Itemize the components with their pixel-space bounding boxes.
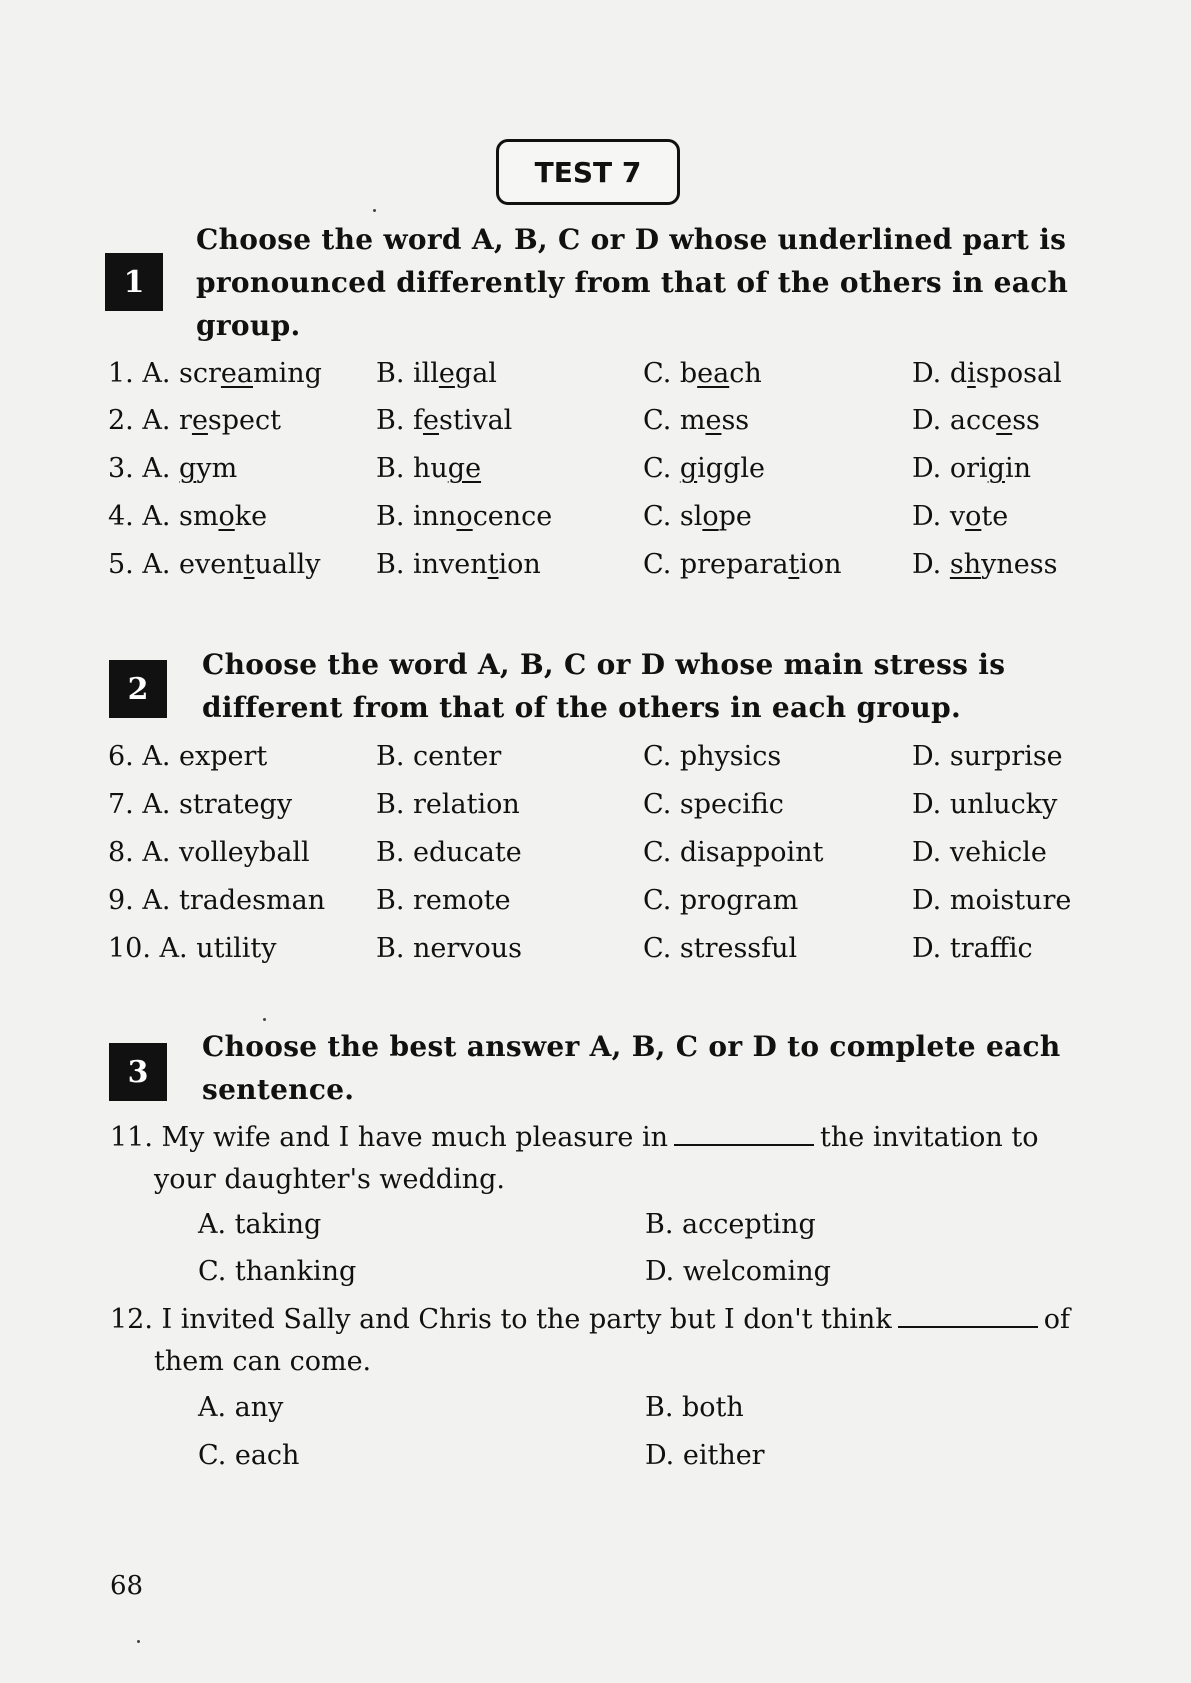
option-a: 9. A. tradesman — [108, 885, 326, 916]
option-a: 3. A. gym — [108, 453, 238, 484]
option-c: C. specific — [643, 789, 784, 820]
underlined-part: g — [179, 453, 197, 484]
question-number: 1. — [108, 358, 134, 389]
question-number: 6. — [108, 741, 134, 772]
question-number: 7. — [108, 789, 134, 820]
question-text: 11. My wife and I have much pleasure in — [110, 1122, 669, 1153]
underlined-part: e — [423, 405, 439, 436]
instruction-line: group. — [196, 309, 301, 342]
instruction-line: different from that of the others in each group. — [202, 691, 961, 724]
underlined-part: t — [788, 549, 800, 580]
option-d: D. vote — [912, 501, 1009, 532]
question-row — [108, 545, 1128, 585]
instruction-line: sentence. — [202, 1073, 355, 1106]
question-text-continued: them can come. — [154, 1346, 372, 1377]
option-c: C. stressful — [643, 933, 798, 964]
question-row — [108, 833, 1128, 873]
option-a: 6. A. expert — [108, 741, 268, 772]
underlined-part: t — [243, 549, 255, 580]
option-d: D. welcoming — [645, 1256, 831, 1287]
answer-blank — [898, 1304, 1038, 1328]
question-row — [108, 929, 1128, 969]
question-row — [108, 785, 1128, 825]
option-d: D. shyness — [912, 549, 1058, 580]
underlined-part: e — [996, 405, 1013, 436]
speck — [373, 209, 376, 212]
section-3-badge: 3 — [109, 1043, 167, 1101]
underlined-part: g — [987, 453, 1005, 484]
option-b: B. innocence — [376, 501, 553, 532]
section-1-badge: 1 — [105, 253, 163, 311]
test-title: TEST 7 — [496, 139, 680, 205]
option-a: 4. A. smoke — [108, 501, 268, 532]
page-number: 68 — [110, 1571, 144, 1601]
question-12 — [110, 1299, 1110, 1383]
option-b: B. invention — [376, 549, 541, 580]
option-a: 2. A. respect — [108, 405, 282, 436]
question-11 — [110, 1117, 1110, 1201]
option-c: C. each — [198, 1440, 300, 1471]
option-d: D. origin — [912, 453, 1031, 484]
question-text-continued: your daughter's wedding. — [154, 1164, 505, 1195]
option-c: C. physics — [643, 741, 782, 772]
question-number: 2. — [108, 405, 134, 436]
question-row — [108, 354, 1128, 394]
option-d: D. disposal — [912, 358, 1062, 389]
option-b: B. remote — [376, 885, 511, 916]
option-b: B. relation — [376, 789, 520, 820]
option-a: 7. A. strategy — [108, 789, 293, 820]
underlined-part: e — [438, 358, 455, 389]
section-1-instruction — [196, 218, 1068, 347]
option-c: C. giggle — [643, 453, 765, 484]
underlined-part: ea — [220, 358, 253, 389]
question-text: the invitation to — [820, 1122, 1039, 1153]
question-row — [108, 737, 1128, 777]
option-c: C. disappoint — [643, 837, 824, 868]
option-d: D. access — [912, 405, 1040, 436]
section-2-badge: 2 — [109, 660, 167, 718]
underlined-part: o — [702, 501, 719, 532]
section-3-instruction — [202, 1025, 1061, 1111]
option-d: D. surprise — [912, 741, 1063, 772]
option-a: 1. A. screaming — [108, 358, 322, 389]
option-b: B. nervous — [376, 933, 523, 964]
option-a: 10. A. utility — [108, 933, 277, 964]
instruction-line: Choose the best answer A, B, C or D to complete each — [202, 1030, 1061, 1063]
question-number: 4. — [108, 501, 134, 532]
question-number: 9. — [108, 885, 134, 916]
question-row — [108, 401, 1128, 441]
option-b: B. illegal — [376, 358, 497, 389]
underlined-part: ea — [697, 358, 730, 389]
underlined-part: t — [487, 549, 499, 580]
underlined-part: o — [218, 501, 235, 532]
option-d: D. vehicle — [912, 837, 1047, 868]
question-number: 5. — [108, 549, 134, 580]
option-d: D. unlucky — [912, 789, 1058, 820]
speck — [137, 1640, 140, 1643]
underlined-part: o — [965, 501, 982, 532]
answer-blank — [674, 1122, 814, 1146]
underlined-part: g — [679, 453, 698, 484]
option-b: B. educate — [376, 837, 522, 868]
option-b: B. center — [376, 741, 502, 772]
option-c: C. slope — [643, 501, 752, 532]
option-b: B. festival — [376, 405, 513, 436]
instruction-line: pronounced differently from that of the others in each — [196, 266, 1069, 299]
underlined-part: i — [967, 358, 976, 389]
question-number: 8. — [108, 837, 134, 868]
question-number: 10. — [108, 933, 151, 964]
option-a: 5. A. eventually — [108, 549, 321, 580]
section-2-instruction — [202, 643, 1005, 729]
option-c: C. mess — [643, 405, 750, 436]
question-row — [108, 497, 1128, 537]
underlined-part: sh — [949, 549, 982, 580]
question-text: 12. I invited Sally and Chris to the party but I don't think — [110, 1304, 892, 1335]
question-row — [108, 881, 1128, 921]
instruction-line: Choose the word A, B, C or D whose main stress is — [202, 648, 1006, 681]
instruction-line: Choose the word A, B, C or D whose underlined part is — [196, 223, 1067, 256]
question-row — [108, 449, 1128, 489]
option-d: D. traffic — [912, 933, 1033, 964]
option-d: D. moisture — [912, 885, 1072, 916]
underlined-part: e — [705, 405, 722, 436]
option-c: C. program — [643, 885, 799, 916]
option-c: C. beach — [643, 358, 762, 389]
option-c: C. preparation — [643, 549, 842, 580]
question-text: of — [1043, 1304, 1070, 1335]
option-a: A. taking — [198, 1209, 322, 1240]
option-a: 8. A. volleyball — [108, 837, 310, 868]
option-c: C. thanking — [198, 1256, 357, 1287]
option-a: A. any — [198, 1392, 284, 1423]
underlined-part: ge — [447, 453, 482, 484]
question-number: 3. — [108, 453, 134, 484]
option-d: D. either — [645, 1440, 765, 1471]
option-b: B. accepting — [645, 1209, 816, 1240]
underlined-part: o — [456, 501, 473, 532]
speck — [263, 1018, 266, 1021]
underlined-part: e — [191, 405, 208, 436]
option-b: B. huge — [376, 453, 482, 484]
option-b: B. both — [645, 1392, 744, 1423]
